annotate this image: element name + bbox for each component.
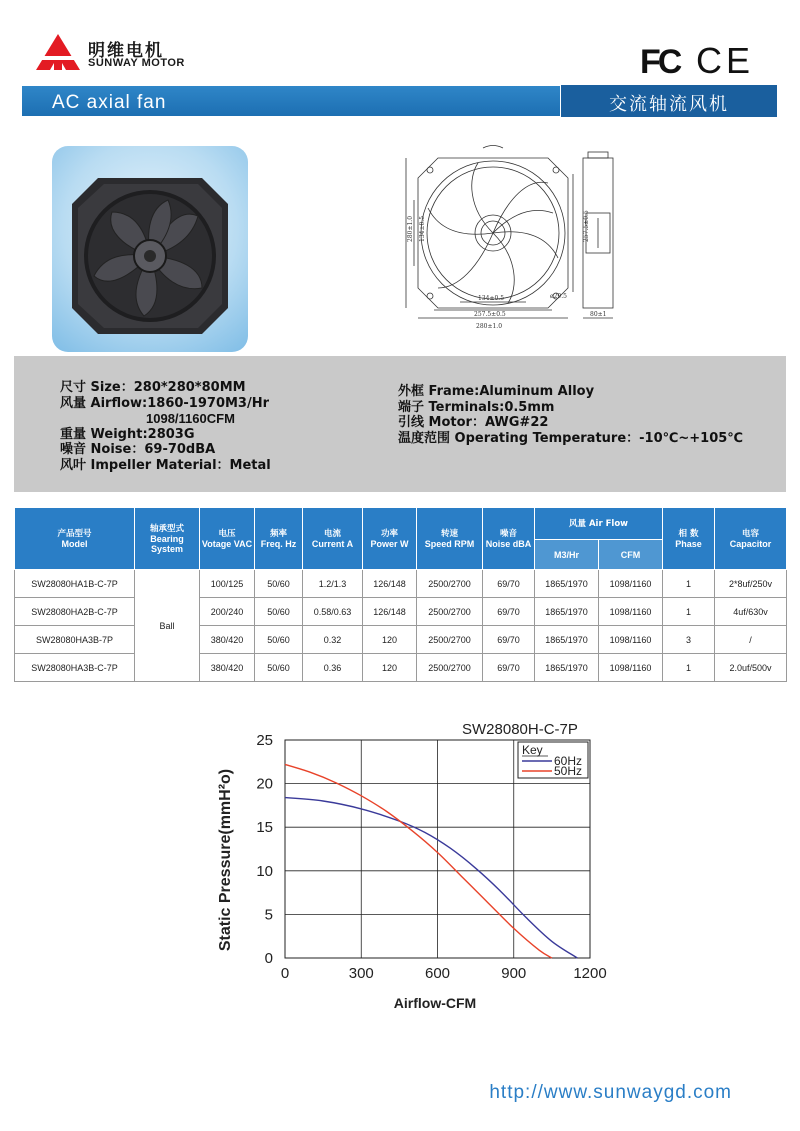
spec-terminals: 端子 Terminals:0.5mm [398,399,555,415]
brand-name-chinese: 明维电机 [88,41,164,61]
spec-airflow: 风量 Airflow:1860-1970M3/Hr [60,395,270,411]
col-voltage: 电压 Votage VAC [200,508,255,570]
table-row: SW28080HA2B-C-7P 200/240 50/60 0.58/0.63 126/148 2500/2700 69/70 1865/1970 1098/1160 1 4uf/630v [15,598,787,626]
col-noise: 噪音 Noise dBA [483,508,535,570]
brand-name-english: SUNWAY MOTOR [88,57,185,69]
dim-width-mount: 257.5±0.5 [474,311,506,318]
x-tick-label: 0 [280,965,290,982]
website-link[interactable]: http://www.sunwaygd.com [489,1082,732,1103]
spec-temperature: 温度范围 Operating Temperature：-10℃~+105℃ [398,430,744,446]
chart-x-axis-label: Airflow-CFM [393,995,477,1011]
model-table [14,507,786,682]
spec-frame: 外框 Frame:Aluminum Alloy [398,384,595,399]
performance-chart [200,710,620,1020]
legend-label-50hz: 50Hz [554,764,583,778]
dim-height-inner: 134±0.5 [419,215,426,242]
col-airflow: 风量 Air Flow [535,508,663,540]
dim-depth: 80±1 [590,311,607,318]
title-bar [22,86,778,116]
y-tick-label: 10 [256,862,273,880]
col-power: 功率 Power W [363,508,417,570]
series-line-50hz [285,764,552,958]
product-photo [52,146,248,352]
dim-width-overall: 280±1.0 [476,323,503,330]
product-title-chinese: 交流轴流风机 [609,94,729,115]
x-tick-label: 900 [501,965,527,982]
y-tick-label: 15 [256,819,273,837]
technical-drawing [398,138,650,338]
table-row: SW28080HA1B-C-7P Ball 100/125 50/60 1.2/1.3 126/148 2500/2700 69/70 1865/1970 1098/1160 1 2*8uf/250v [15,570,787,598]
col-phase: 相 数 Phase [663,508,715,570]
chart-legend [518,742,588,778]
spec-motor-lead: 引线 Motor：AWG#22 [398,415,549,430]
spec-weight: 重量 Weight:2803G [60,426,195,442]
col-current: 电流 Current A [303,508,363,570]
chart-series [285,764,577,958]
ce-mark: CE [696,40,755,80]
x-tick-label: 1200 [573,965,607,982]
spec-impeller: 风叶 Impeller Material：Metal [60,457,271,473]
dim-height-mount: 257.5±0.5 [583,210,590,242]
spec-noise: 噪音 Noise：69-70dBA [60,442,216,457]
certification-marks [636,40,756,80]
dim-width-inner: 134±0.5 [478,295,505,302]
legend-label-60hz: 60Hz [554,754,583,768]
y-tick-label: 20 [256,775,273,793]
specs-left-column [60,380,271,473]
x-tick-label: 300 [348,965,374,982]
legend-title: Key [522,743,543,757]
col-bearing: 轴承型式 Bearing System [135,508,200,570]
col-frequency: 频率 Freq. Hz [255,508,303,570]
col-cfm: CFM [599,540,663,570]
spec-airflow-cfm: 1098/1160CFM [146,411,235,426]
specs-right-column [398,384,743,446]
chart-title: SW28080H-C-7P [462,721,578,738]
fan-illustration [52,146,248,352]
spec-size: 尺寸 Size：280*280*80MM [60,380,246,395]
series-line-60hz [285,798,577,958]
dim-hole: ø29.5 [550,293,567,300]
y-tick-label: 25 [256,732,273,749]
x-tick-label: 600 [424,965,451,982]
sunway-logo-icon [36,34,80,70]
fc-mark: FC [640,43,680,80]
col-m3hr: M3/Hr [535,540,599,570]
y-tick-label: 5 [264,906,273,924]
col-capacitor: 电容 Capacitor [715,508,787,570]
title-tab [560,84,778,118]
product-title-english: AC axial fan [52,92,167,113]
chart-y-axis-label: Static Pressure(mmH²o) [217,768,234,952]
table-row: SW28080HA3B-C-7P 380/420 50/60 0.36 120 2500/2700 69/70 1865/1970 1098/1160 1 2.0uf/500v [15,654,787,682]
col-speed: 转速 Speed RPM [417,508,483,570]
y-tick-label: 0 [264,950,273,967]
company-logo [36,32,196,72]
table-row: SW28080HA3B-7P 380/420 50/60 0.32 120 2500/2700 69/70 1865/1970 1098/1160 3 / [15,626,787,654]
dim-height-overall: 280±1.0 [407,215,414,242]
col-model: 产品型号 Model [15,508,135,570]
bearing-cell: Ball [135,570,200,682]
specifications-band [14,356,786,492]
